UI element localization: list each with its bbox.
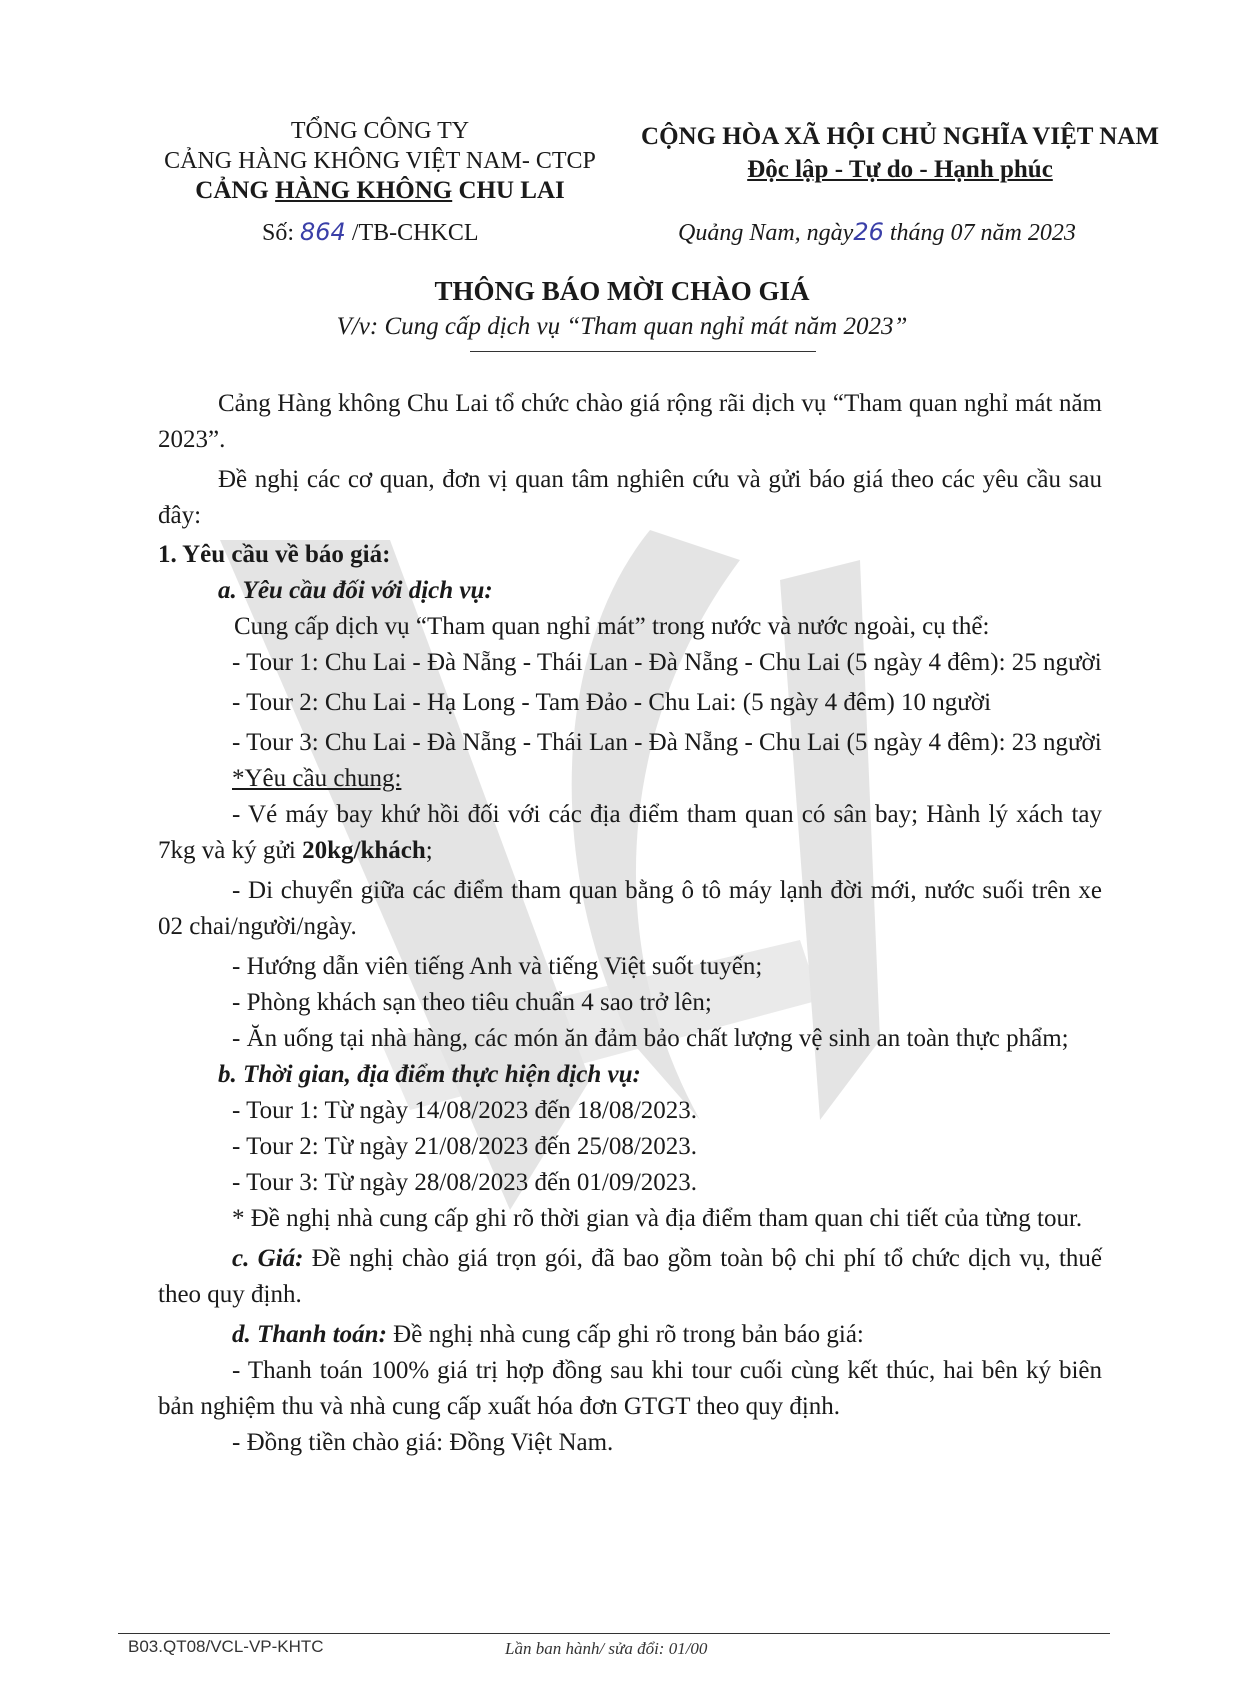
requirement-2: - Di chuyển giữa các điểm tham quan bằng ô tô máy lạnh đời mới, nước suối trên xe 02 chai/người/ngày. [158, 877, 1102, 940]
payment-term-1: - Thanh toán 100% giá trị hợp đồng sau khi tour cuối cùng kết thúc, hai bên ký biên bản nghiệm thu và nhà cung cấp xuất hóa đơn GTGT theo quy định. [158, 1357, 1102, 1420]
section-c-text: Đề nghị chào giá trọn gói, đã bao gồm toàn bộ chi phí tổ chức dịch vụ, thuế theo quy định. [158, 1245, 1102, 1308]
parent-company-line1: TỔNG CÔNG TY [290, 118, 470, 144]
requirement-5: - Ăn uống tại nhà hàng, các món ăn đảm bảo chất lượng vệ sinh an toàn thực phẩm; [232, 1025, 1069, 1052]
country-name: CỘNG HÒA XÃ HỘI CHỦ NGHĨA VIỆT NAM [641, 123, 1159, 150]
section-a-intro: Cung cấp dịch vụ “Tham quan nghỉ mát” trong nước và nước ngoài, cụ thể: [234, 613, 990, 640]
tour-1-item: - Tour 1: Chu Lai - Đà Nẵng - Thái Lan - Đà Nẵng - Chu Lai (5 ngày 4 đêm): 25 người [232, 649, 1102, 676]
requirement-1-bold: 20kg/khách [302, 837, 426, 864]
doc-number-prefix: Số: [262, 220, 301, 246]
tour-2-item: - Tour 2: Chu Lai - Hạ Long - Tam Đảo - Chu Lai: (5 ngày 4 đêm) 10 người [232, 689, 992, 716]
airport-name-post: CHU LAI [452, 177, 565, 204]
section-d-text: Đề nghị nhà cung cấp ghi rõ trong bản báo giá: [386, 1321, 864, 1348]
revision-info: Lần ban hành/ sửa đổi: 01/00 [505, 1639, 708, 1658]
airport-name-pre: CẢNG [195, 177, 276, 204]
airport-name [130, 176, 630, 206]
airport-name-underlined: HÀNG KHÔNG [275, 177, 453, 204]
intro-paragraph-1: Cảng Hàng không Chu Lai tổ chức chào giá rộng rãi dịch vụ “Tham quan nghỉ mát năm 2023”. [158, 390, 1102, 453]
requirement-1-text: - Vé máy bay khứ hồi đối với các địa điểm tham quan có sân bay; Hành lý xách tay 7kg và ký gửi [158, 801, 1102, 864]
form-code: B03.QT08/VCL-VP-KHTC [128, 1637, 324, 1656]
doc-number-handwritten: 864 [300, 218, 346, 246]
general-requirements-heading [158, 761, 1102, 797]
section-b-heading: b. Thời gian, địa điểm thực hiện dịch vụ: [218, 1061, 641, 1088]
document-number [262, 218, 479, 247]
tour-3-item: - Tour 3: Chu Lai - Đà Nẵng - Thái Lan - Đà Nẵng - Chu Lai (5 ngày 4 đêm): 23 người [232, 729, 1102, 756]
issuing-agency-header [130, 116, 630, 206]
requirement-4: - Phòng khách sạn theo tiêu chuẩn 4 sao trở lên; [232, 989, 712, 1016]
general-requirements-label: *Yêu cầu chung: [232, 765, 402, 792]
schedule-tour-2: - Tour 2: Từ ngày 21/08/2023 đến 25/08/2023. [232, 1133, 698, 1160]
national-motto: Độc lập - Tự do - Hạnh phúc [747, 156, 1053, 183]
document-title: THÔNG BÁO MỜI CHÀO GIÁ [434, 276, 810, 306]
doc-number-suffix: /TB-CHKCL [345, 220, 479, 246]
payment-term-2: - Đồng tiền chào giá: Đồng Việt Nam. [232, 1429, 614, 1456]
requirement-3: - Hướng dẫn viên tiếng Anh và tiếng Việt suốt tuyến; [232, 953, 763, 980]
requirement-1 [158, 797, 1102, 869]
schedule-tour-3: - Tour 3: Từ ngày 28/08/2023 đến 01/09/2023. [232, 1169, 698, 1196]
footer-divider [118, 1633, 1110, 1634]
section-d-label: d. Thanh toán: [232, 1321, 387, 1348]
section-a-heading: a. Yêu cầu đối với dịch vụ: [218, 577, 493, 604]
schedule-tour-1: - Tour 1: Từ ngày 14/08/2023 đến 18/08/2023. [232, 1097, 698, 1124]
section-1-heading: 1. Yêu cầu về báo giá: [158, 541, 391, 568]
schedule-note: * Đề nghị nhà cung cấp ghi rõ thời gian và địa điểm tham quan chi tiết của từng tour. [232, 1205, 1083, 1232]
doc-date-handwritten: 26 [853, 218, 884, 246]
document-subtitle: V/v: Cung cấp dịch vụ “Tham quan nghỉ mát năm 2023” [336, 313, 908, 340]
requirement-1-end: ; [425, 837, 433, 864]
intro-paragraph-2: Đề nghị các cơ quan, đơn vị quan tâm nghiên cứu và gửi báo giá theo các yêu cầu sau đây: [158, 466, 1102, 529]
national-motto-header [620, 120, 1180, 186]
section-c-price [158, 1241, 1102, 1313]
subtitle-underline [470, 351, 816, 352]
doc-date-suffix: tháng 07 năm 2023 [883, 220, 1076, 246]
section-d-payment [158, 1317, 1102, 1353]
doc-date-prefix: Quảng Nam, ngày [678, 220, 854, 246]
parent-company-line2: CẢNG HÀNG KHÔNG VIỆT NAM- CTCP [164, 148, 596, 174]
section-c-label: c. Giá: [232, 1245, 304, 1272]
document-date [678, 218, 1076, 247]
document-body [158, 386, 1102, 1461]
